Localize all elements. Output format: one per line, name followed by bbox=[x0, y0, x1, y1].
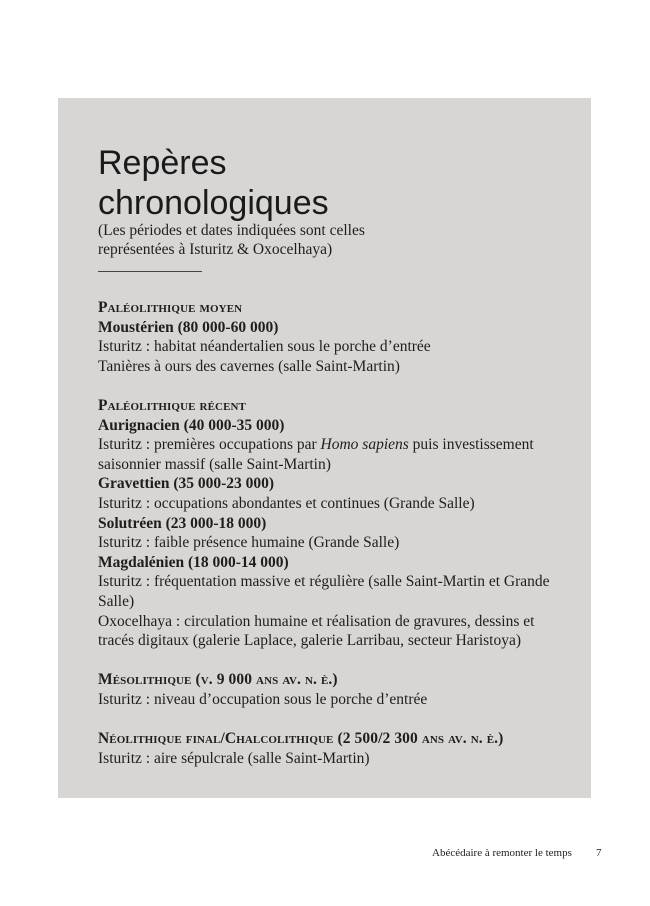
period-description: Salle) bbox=[98, 592, 135, 610]
period-description: Isturitz : niveau d’occupation sous le porche d’entrée bbox=[98, 690, 428, 708]
subtitle-line-1: (Les périodes et dates indiquées sont celles bbox=[98, 222, 365, 239]
subtitle-line-2: représentées à Isturitz & Oxocelhaya) bbox=[98, 241, 333, 258]
chronology-list bbox=[98, 298, 560, 768]
period-description: Isturitz : aire sépulcrale (salle Saint-Martin) bbox=[98, 749, 370, 767]
book-title: Abécédaire à remonter le temps bbox=[432, 847, 572, 859]
period-title: Aurignacien (40 000-35 000) bbox=[98, 416, 285, 434]
period-description: Tanières à ours des cavernes (salle Saint-Martin) bbox=[98, 357, 400, 375]
period-description: Isturitz : fréquentation massive et régulière (salle Saint-Martin et Grande bbox=[98, 573, 550, 591]
section-heading: Paléolithique moyen bbox=[98, 299, 243, 316]
subtitle bbox=[98, 221, 365, 259]
section-heading: Néolithique final/Chalcolithique (2 500/2 300 ans av. n. è.) bbox=[98, 730, 504, 748]
page-number: 7 bbox=[596, 847, 602, 859]
species-name: Homo sapiens bbox=[320, 436, 409, 454]
title-line-2: chronologiques bbox=[98, 184, 329, 222]
period-title: Magdalénien (18 000-14 000) bbox=[98, 553, 289, 571]
period-description: tracés digitaux (galerie Laplace, galerie Larribau, secteur Haristoya) bbox=[98, 632, 522, 650]
period-description: Isturitz : faible présence humaine (Grande Salle) bbox=[98, 534, 400, 552]
title-divider bbox=[98, 271, 202, 272]
period-description: Isturitz : occupations abondantes et continues (Grande Salle) bbox=[98, 494, 475, 512]
section-heading: Mésolithique (v. 9 000 ans av. n. è.) bbox=[98, 671, 338, 689]
section-heading: Paléolithique récent bbox=[98, 396, 246, 414]
period-title: Moustérien (80 000-60 000) bbox=[98, 318, 279, 336]
period-description: Isturitz : habitat néandertalien sous le porche d’entrée bbox=[98, 338, 431, 356]
description-text: Isturitz : premières occupations par bbox=[98, 436, 321, 454]
period-title: Solutréen (23 000-18 000) bbox=[98, 514, 267, 532]
period-description bbox=[98, 435, 560, 455]
period-title: Gravettien (35 000-23 000) bbox=[98, 475, 275, 493]
period-description: Oxocelhaya : circulation humaine et réalisation de gravures, dessins et bbox=[98, 612, 535, 630]
page-title bbox=[98, 143, 329, 223]
section-mesolithique bbox=[98, 670, 560, 709]
title-line-1: Repères bbox=[98, 144, 227, 182]
section-paleolithique-moyen bbox=[98, 298, 560, 376]
section-neolithique bbox=[98, 729, 560, 768]
description-text: puis investissement bbox=[408, 436, 534, 454]
period-description: saisonnier massif (salle Saint-Martin) bbox=[98, 455, 331, 473]
section-paleolithique-recent bbox=[98, 396, 560, 651]
